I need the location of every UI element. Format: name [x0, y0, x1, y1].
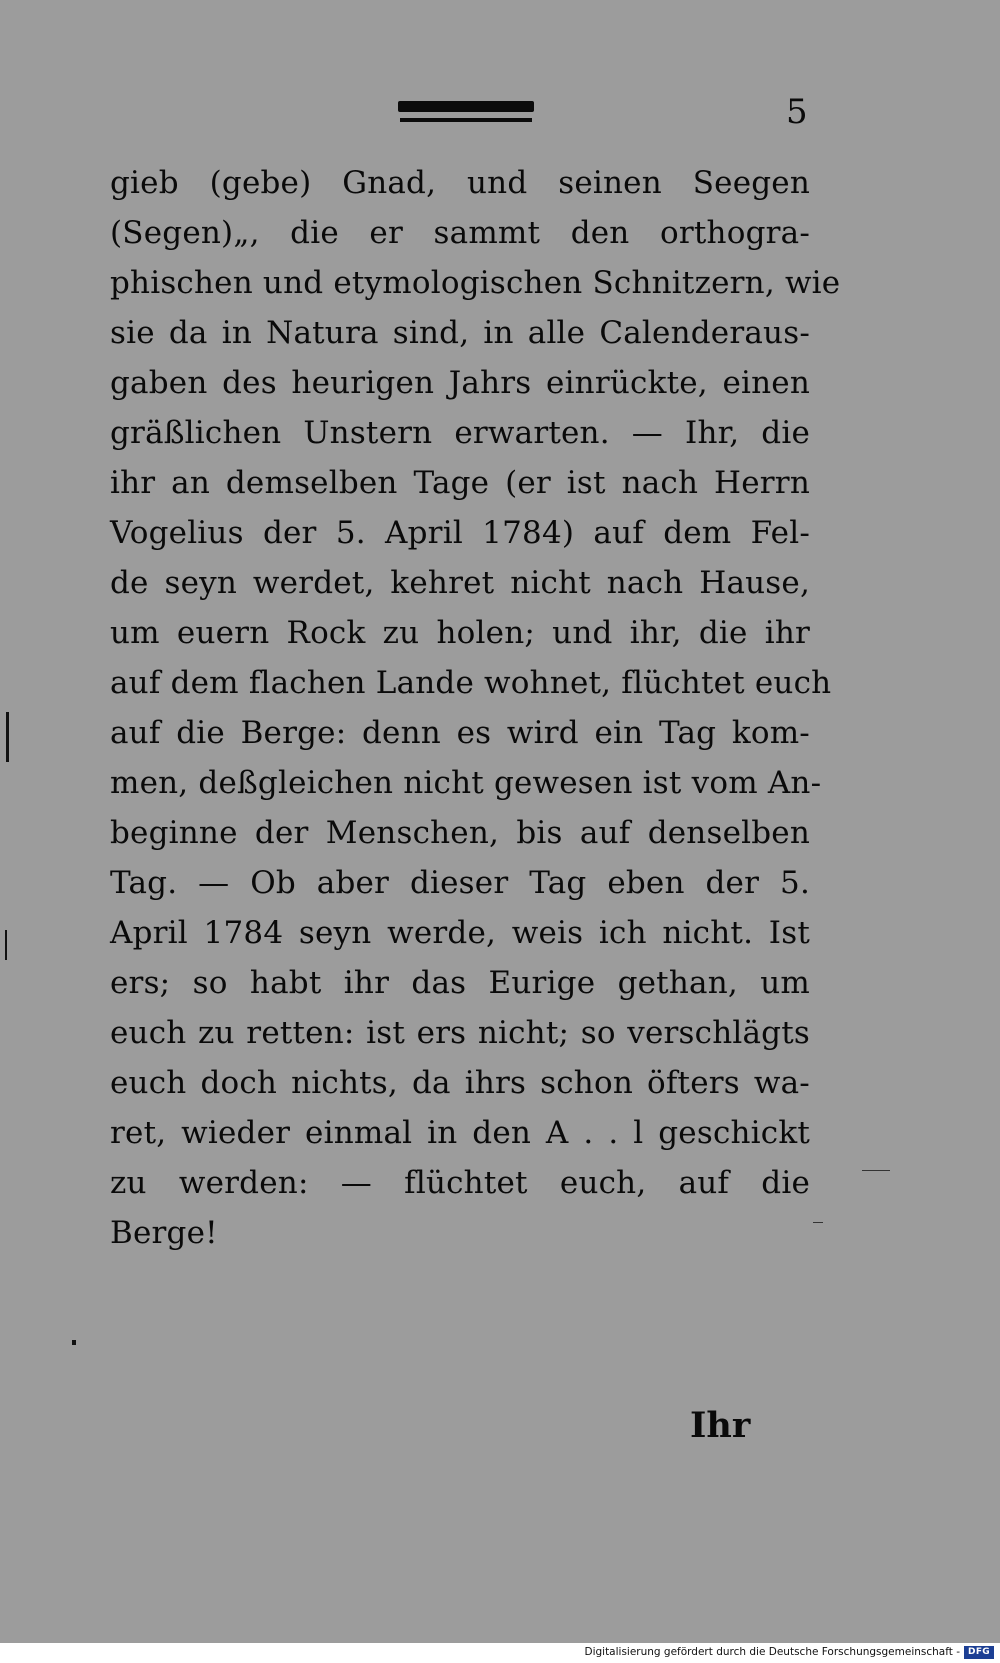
footer-credit: Digitalisierung gefördert durch die Deutsche Forschungsgemeinschaft -	[584, 1646, 960, 1658]
text-line: ihr an demselben Tage (er ist nach Herrn	[110, 465, 810, 501]
scan-speck	[72, 1340, 76, 1345]
text-line: de seyn werdet, kehret nicht nach Hause,	[110, 565, 810, 601]
text-line: euch zu retten: ist ers nicht; so verschlägts	[110, 1015, 810, 1051]
text-line: gieb (gebe) Gnad, und seinen Seegen	[110, 165, 810, 201]
dfg-logo: DFG	[964, 1646, 994, 1659]
ornament-rule-thin	[400, 118, 532, 122]
text-line: phischen und etymologischen Schnitzern, wie	[110, 265, 841, 301]
ornament-rule-thick	[398, 101, 534, 112]
text-line: Vogelius der 5. April 1784) auf dem Fel-	[110, 515, 810, 551]
text-line: zu werden: — flüchtet euch, auf die	[110, 1165, 810, 1201]
body-text	[110, 158, 841, 1258]
catchword: Ihr	[690, 1405, 751, 1446]
text-line: men, deßgleichen nicht gewesen ist vom An-	[110, 765, 822, 801]
page-number: 5	[786, 92, 808, 132]
text-line: Tag. — Ob aber dieser Tag eben der 5.	[110, 865, 810, 901]
text-line: auf die Berge: denn es wird ein Tag kom-	[110, 715, 810, 751]
text-line: auf dem flachen Lande wohnet, flüchtet euch	[110, 665, 832, 701]
header-ornament	[398, 101, 534, 129]
text-line: ers; so habt ihr das Eurige gethan, um	[110, 965, 810, 1001]
text-line: (Segen)„, die er sammt den orthogra-	[110, 215, 810, 251]
text-line: sie da in Natura sind, in alle Calenderaus-	[110, 315, 810, 351]
text-line: um euern Rock zu holen; und ihr, die ihr	[110, 615, 810, 651]
scan-speck	[6, 712, 9, 762]
text-line: euch doch nichts, da ihrs schon öfters wa-	[110, 1065, 810, 1101]
scan-speck	[813, 1222, 823, 1223]
text-line: ret, wieder einmal in den A . . l geschickt	[110, 1115, 810, 1151]
text-line: beginne der Menschen, bis auf denselben	[110, 815, 810, 851]
scan-speck	[5, 930, 7, 960]
text-line: gräßlichen Unstern erwarten. — Ihr, die	[110, 415, 810, 451]
text-line: Berge!	[110, 1215, 218, 1251]
scan-speck	[862, 1170, 890, 1171]
text-line: gaben des heurigen Jahrs einrückte, einen	[110, 365, 810, 401]
text-line: April 1784 seyn werde, weis ich nicht. Ist	[110, 915, 810, 951]
